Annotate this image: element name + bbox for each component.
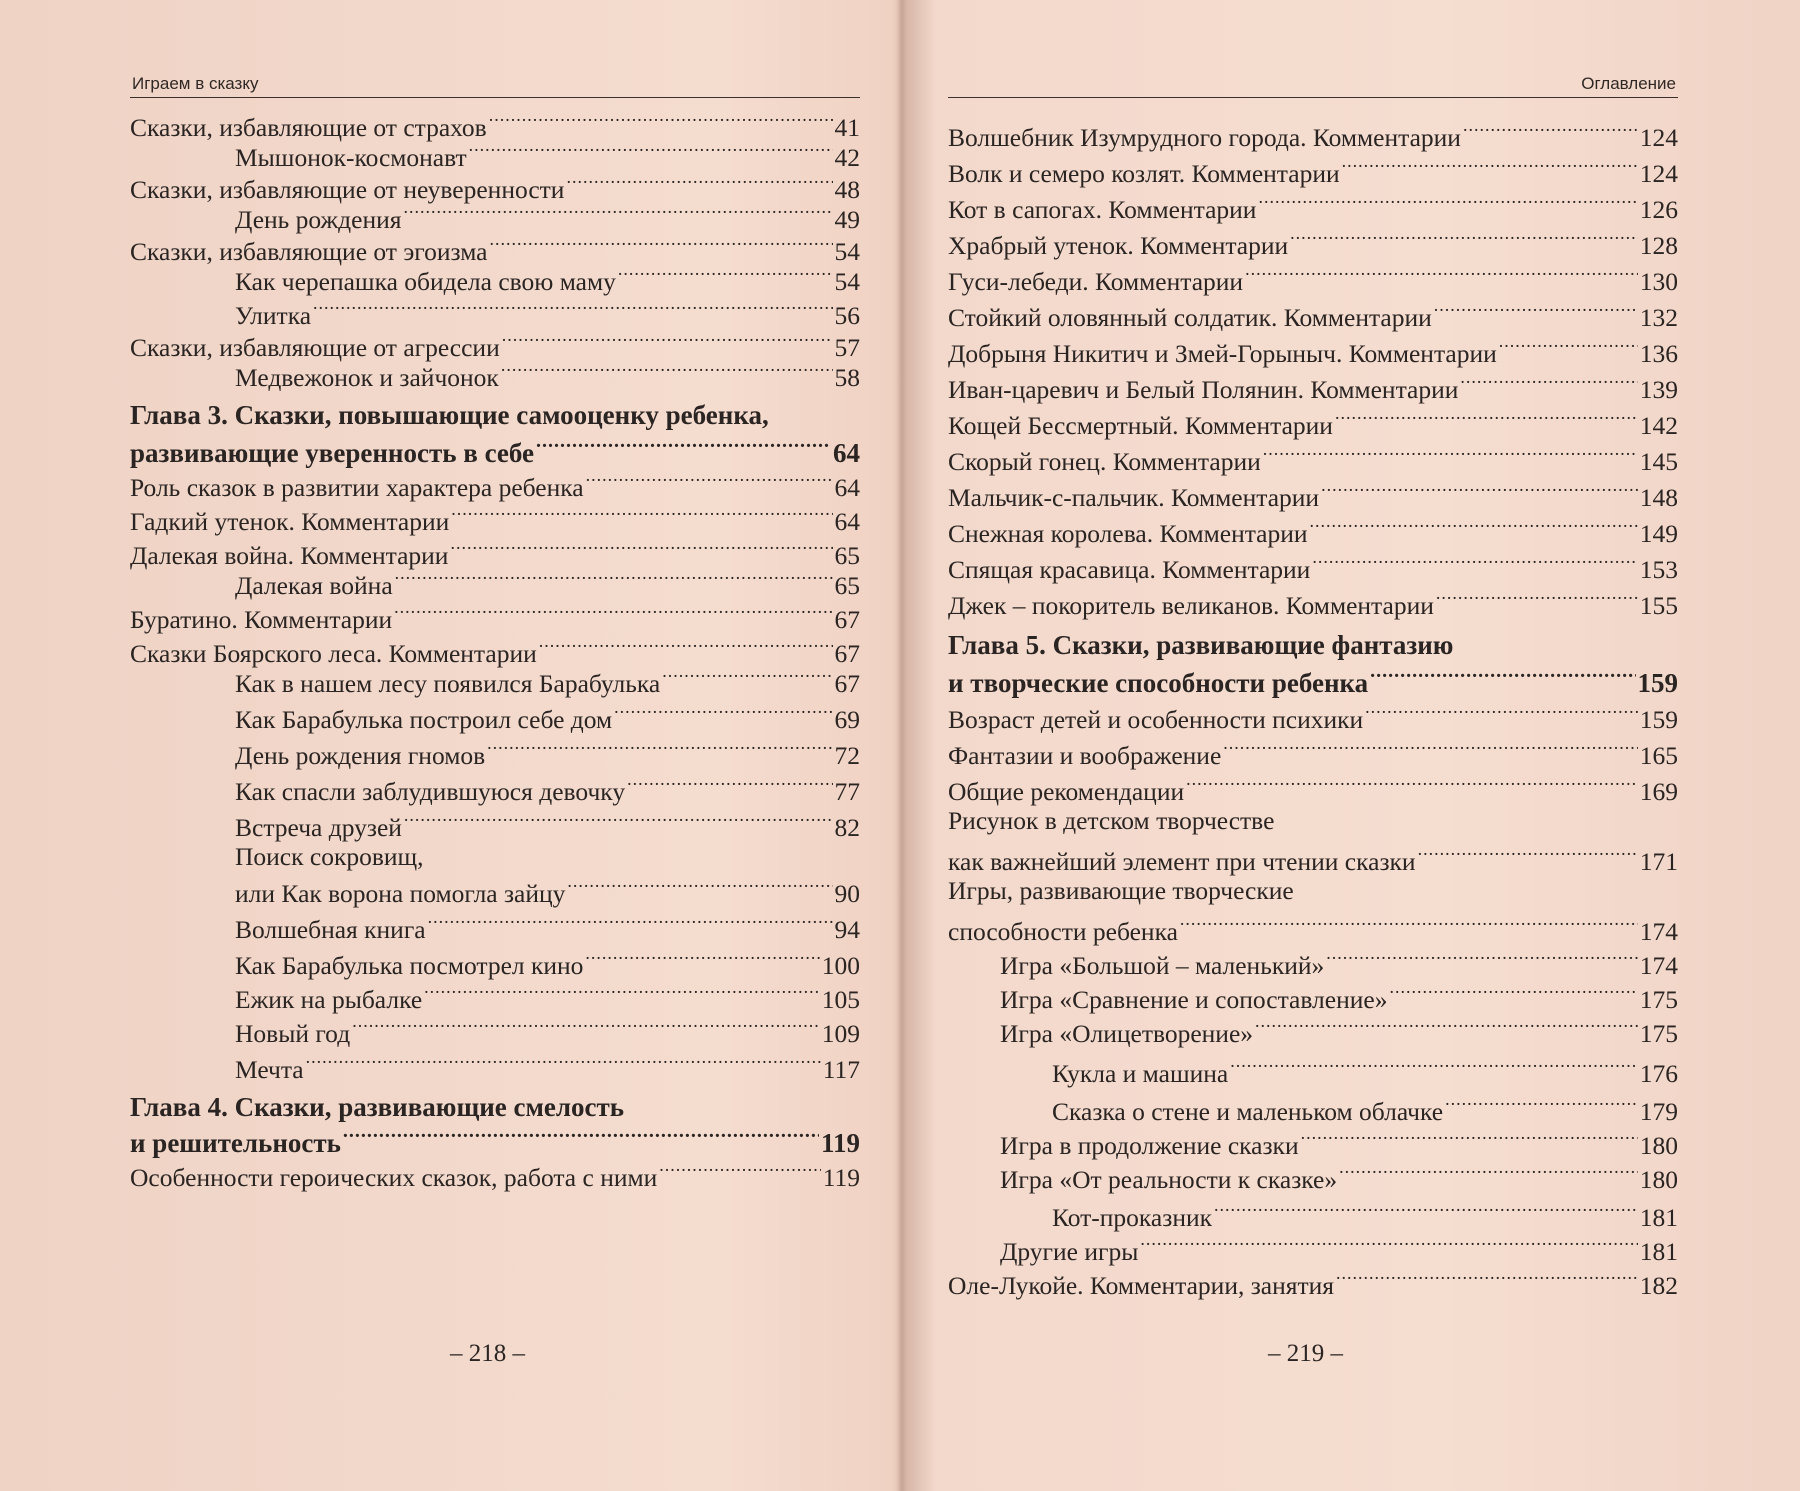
toc-entry — [948, 910, 1678, 947]
toc-entry-title: как важнейший элемент при чтении сказки — [948, 847, 1416, 876]
toc-entry — [130, 466, 860, 503]
toc-entry-title: Кощей Бессмертный. Комментарии — [948, 411, 1333, 440]
toc-leader-dots — [428, 908, 833, 938]
toc-entry-page: 82 — [834, 813, 860, 842]
toc-entry-page: 57 — [834, 333, 860, 362]
toc-entry-title: День рождения — [235, 205, 402, 234]
toc-entry-title: Общие рекомендации — [948, 777, 1185, 806]
toc-leader-dots — [585, 944, 819, 974]
toc-entry-title: Иван-царевич и Белый Полянин. Комментарии — [948, 375, 1459, 404]
toc-leader-dots — [1342, 152, 1638, 182]
toc-entry-title: Кот-проказник — [1052, 1203, 1213, 1232]
toc-leader-dots — [469, 136, 833, 166]
toc-entry-title: Гуси-лебеди. Комментарии — [948, 267, 1244, 296]
toc-leader-dots — [403, 198, 832, 228]
toc-entry-page: 64 — [834, 473, 860, 502]
toc-leader-dots — [1418, 840, 1638, 870]
toc-entry-page: 94 — [834, 915, 860, 944]
toc-entry-page: 105 — [821, 985, 860, 1014]
toc-entry-page: 58 — [834, 363, 860, 392]
toc-entry-page: 124 — [1639, 159, 1678, 188]
toc-leader-dots — [1258, 188, 1637, 218]
toc-entry — [948, 944, 1678, 981]
toc-entry-title: Сказки, избавляющие от эгоизма — [130, 237, 488, 266]
toc-entry — [948, 978, 1678, 1015]
toc-entry-page: 54 — [834, 267, 860, 296]
toc-entry-page: 65 — [834, 571, 860, 600]
toc-entry-page: 128 — [1639, 231, 1678, 260]
toc-entry — [130, 598, 860, 635]
toc-entry-title: Кукла и машина — [1052, 1059, 1229, 1088]
toc-entry-page: 67 — [834, 639, 860, 668]
left-page — [130, 0, 860, 1491]
toc-entry-page: 126 — [1639, 195, 1678, 224]
toc-entry-title: Оле-Лукойе. Комментарии, занятия — [948, 1271, 1335, 1300]
toc-leader-dots — [1463, 116, 1638, 146]
toc-entry-page: 77 — [834, 777, 860, 806]
toc-leader-dots — [1310, 512, 1638, 542]
toc-entry-title: Игра «От реальности к сказке» — [1000, 1165, 1338, 1194]
toc-entry-title: Кот в сапогах. Комментарии — [948, 195, 1257, 224]
toc-entry-title: Как Барабулька посмотрел кино — [235, 951, 584, 980]
toc-entry — [948, 840, 1678, 877]
toc-entry-page: 182 — [1639, 1271, 1678, 1300]
toc-entry-page: 139 — [1639, 375, 1678, 404]
toc-leader-dots — [566, 168, 832, 198]
toc-entry-title: Сказка о стене и маленьком облачке — [1052, 1097, 1444, 1126]
toc-entry-title: Фантазии и воображение — [948, 741, 1222, 770]
running-header — [948, 72, 1678, 98]
toc-entry-title: Как в нашем лесу появился Барабулька — [235, 669, 661, 698]
toc-entry-page: 155 — [1639, 591, 1678, 620]
toc-leader-dots — [1436, 584, 1638, 614]
toc-entry — [948, 260, 1678, 297]
toc-entry — [130, 698, 860, 735]
toc-entry — [948, 1264, 1678, 1301]
toc-entry-title: развивающие уверенность в себе — [130, 438, 535, 468]
page-number: – 218 – — [450, 1340, 525, 1367]
toc-entry-title: Буратино. Комментарии — [130, 605, 393, 634]
toc-leader-dots — [1245, 260, 1638, 290]
toc-entry-page: 145 — [1639, 447, 1678, 476]
toc-entry-page: 136 — [1639, 339, 1678, 368]
toc-entry-title: Как Барабулька построил себе дом — [235, 705, 613, 734]
toc-leader-dots — [306, 1048, 821, 1078]
toc-entry-title: и решительность — [130, 1128, 341, 1158]
toc-entry — [130, 908, 860, 945]
chapter-heading: Глава 3. Сказки, повышающие самооценку ребенка, — [130, 400, 769, 430]
toc-entry — [130, 734, 860, 771]
toc-leader-dots — [1460, 368, 1637, 398]
toc-leader-dots — [1180, 910, 1638, 940]
toc-entry-title: Далекая война. Комментарии — [130, 541, 449, 570]
toc-entry-title: День рождения гномов — [235, 741, 486, 770]
toc-entry — [130, 978, 860, 1015]
toc-entry-page: 72 — [834, 741, 860, 770]
toc-entry-title: Волшебник Изумрудного города. Комментарии — [948, 123, 1461, 152]
chapter-heading — [948, 662, 1678, 698]
toc-entry — [130, 1048, 860, 1085]
toc-leader-dots — [1263, 440, 1638, 470]
toc-entry — [948, 476, 1678, 513]
toc-entry-page: 65 — [834, 541, 860, 570]
toc-entry-page: 175 — [1639, 1019, 1678, 1048]
toc-entry-title: Другие игры — [1000, 1237, 1139, 1266]
toc-entry-page: 69 — [834, 705, 860, 734]
toc-leader-dots — [1321, 476, 1638, 506]
toc-leader-dots — [343, 1122, 819, 1152]
toc-entry-page: 171 — [1639, 847, 1678, 876]
toc-leader-dots — [1434, 296, 1638, 326]
toc-leader-dots — [1445, 1090, 1638, 1120]
toc-entry-page: 165 — [1639, 741, 1678, 770]
toc-entry — [948, 188, 1678, 225]
chapter-heading: Глава 4. Сказки, развивающие смелость — [130, 1092, 625, 1122]
toc-entry — [948, 1012, 1678, 1049]
toc-entry-page: 175 — [1639, 985, 1678, 1014]
toc-entry — [130, 806, 860, 843]
toc-entry-title: Новый год — [235, 1019, 351, 1048]
toc-entry-line: Поиск сокровищ, — [235, 842, 424, 871]
toc-entry-title: Игра в продолжение сказки — [1000, 1131, 1299, 1160]
toc-entry-page: 64 — [834, 507, 860, 536]
toc-leader-dots — [662, 662, 832, 692]
toc-leader-dots — [614, 698, 832, 728]
toc-leader-dots — [1214, 1196, 1638, 1226]
toc-entry-title: Улитка — [235, 301, 312, 330]
toc-entry-title: Стойкий оловянный солдатик. Комментарии — [948, 303, 1432, 332]
toc-entry — [948, 332, 1678, 369]
toc-entry-page: 56 — [834, 301, 860, 330]
running-header-text: Играем в сказку — [132, 74, 259, 93]
toc-entry — [948, 584, 1678, 621]
toc-leader-dots — [489, 106, 833, 136]
toc-leader-dots — [1301, 1124, 1638, 1154]
toc-leader-dots — [1223, 734, 1637, 764]
toc-leader-dots — [1365, 698, 1638, 728]
toc-entry-title: Встреча друзей — [235, 813, 402, 842]
toc-leader-dots — [1255, 1012, 1638, 1042]
toc-entry — [130, 564, 860, 601]
toc-entry-page: 148 — [1639, 483, 1678, 512]
toc-entry-page: 180 — [1639, 1165, 1678, 1194]
toc-entry — [948, 734, 1678, 771]
toc-entry-title: Гадкий утенок. Комментарии — [130, 507, 450, 536]
toc-entry — [948, 440, 1678, 477]
toc-entry-title: Как спасли заблудившуюся девочку — [235, 777, 626, 806]
running-header — [130, 72, 860, 98]
toc-leader-dots — [539, 632, 833, 662]
toc-entry-title: Роль сказок в развитии характера ребенка — [130, 473, 584, 502]
toc-entry-page: 180 — [1639, 1131, 1678, 1160]
toc-entry-title: Сказки, избавляющие от агрессии — [130, 333, 500, 362]
toc-entry-page: 54 — [834, 237, 860, 266]
toc-leader-dots — [1312, 548, 1637, 578]
page-number: – 219 – — [1268, 1340, 1343, 1367]
toc-entry-title: Мальчик-с-пальчик. Комментарии — [948, 483, 1320, 512]
toc-entry-title: Игра «Олицетворение» — [1000, 1019, 1254, 1048]
toc-entry-page: 130 — [1639, 267, 1678, 296]
toc-leader-dots — [1339, 1158, 1638, 1188]
toc-entry-page: 149 — [1639, 519, 1678, 548]
toc-entry — [948, 116, 1678, 153]
toc-entry-page: 67 — [834, 605, 860, 634]
toc-entry — [948, 296, 1678, 333]
toc-entry-page: 181 — [1639, 1203, 1678, 1232]
toc-entry-page: 174 — [1639, 917, 1678, 946]
toc-entry-page: 159 — [1637, 668, 1678, 698]
toc-entry-page: 132 — [1639, 303, 1678, 332]
toc-entry-title: Мечта — [235, 1055, 304, 1084]
toc-entry-page: 42 — [834, 143, 860, 172]
toc-entry — [948, 770, 1678, 807]
toc-entry-page: 124 — [1639, 123, 1678, 152]
toc-entry-title: Возраст детей и особенности психики — [948, 705, 1364, 734]
toc-entry-page: 109 — [821, 1019, 860, 1048]
toc-entry — [948, 152, 1678, 189]
toc-entry — [130, 356, 860, 393]
toc-entry-title: Мышонок-космонавт — [235, 143, 467, 172]
toc-leader-dots — [352, 1012, 820, 1042]
toc-entry-title: Медвежонок и зайчонок — [235, 363, 499, 392]
toc-entry — [948, 548, 1678, 585]
toc-leader-dots — [1389, 978, 1637, 1008]
toc-entry-page: 169 — [1639, 777, 1678, 806]
toc-entry — [130, 260, 860, 297]
running-header-text: Оглавление — [1581, 74, 1676, 93]
right-page — [948, 0, 1678, 1491]
toc-entry-title: Ежик на рыбалке — [235, 985, 423, 1014]
toc-entry-page: 174 — [1639, 951, 1678, 980]
toc-entry-page: 159 — [1639, 705, 1678, 734]
toc-entry-title: Игра «Сравнение и сопоставление» — [1000, 985, 1388, 1014]
toc-leader-dots — [451, 500, 832, 530]
toc-entry — [130, 944, 860, 981]
toc-entry-page: 41 — [834, 113, 860, 142]
toc-entry-page: 48 — [834, 175, 860, 204]
toc-entry-line: Игры, развивающие творческие — [948, 876, 1294, 905]
toc-entry — [948, 1196, 1678, 1233]
toc-leader-dots — [424, 978, 820, 1008]
toc-leader-dots — [536, 432, 831, 462]
toc-entry-page: 153 — [1639, 555, 1678, 584]
toc-entry-title: Сказки Боярского леса. Комментарии — [130, 639, 537, 668]
toc-leader-dots — [487, 734, 832, 764]
toc-leader-dots — [627, 770, 832, 800]
toc-entry — [130, 500, 860, 537]
toc-entry-title: Добрыня Никитич и Змей-Горыныч. Комментарии — [948, 339, 1497, 368]
toc-entry — [130, 1012, 860, 1049]
toc-leader-dots — [567, 872, 832, 902]
toc-entry-page: 181 — [1639, 1237, 1678, 1266]
toc-leader-dots — [502, 326, 833, 356]
toc-entry-page: 90 — [834, 879, 860, 908]
toc-entry-page: 64 — [833, 438, 860, 468]
toc-entry-title: Спящая красавица. Комментарии — [948, 555, 1311, 584]
toc-leader-dots — [1499, 332, 1638, 362]
toc-leader-dots — [1186, 770, 1638, 800]
toc-entry-title: Волшебная книга — [235, 915, 426, 944]
book-gutter — [896, 0, 908, 1491]
toc-entry — [948, 224, 1678, 261]
toc-leader-dots — [1370, 662, 1635, 692]
toc-entry-title: Храбрый утенок. Комментарии — [948, 231, 1289, 260]
toc-entry-page: 176 — [1639, 1059, 1678, 1088]
toc-entry-page: 67 — [834, 669, 860, 698]
toc-entry-title: Скорый гонец. Комментарии — [948, 447, 1261, 476]
toc-entry-title: Волк и семеро козлят. Комментарии — [948, 159, 1340, 188]
toc-entry — [948, 698, 1678, 735]
toc-entry-title: и творческие способности ребенка — [948, 668, 1369, 698]
toc-leader-dots — [395, 564, 833, 594]
toc-entry — [948, 368, 1678, 405]
toc-entry — [130, 1156, 860, 1193]
toc-leader-dots — [1335, 404, 1638, 434]
toc-leader-dots — [1230, 1052, 1638, 1082]
toc-entry — [948, 512, 1678, 549]
toc-entry-title: Особенности героических сказок, работа с ними — [130, 1163, 658, 1192]
chapter-heading — [130, 1122, 860, 1158]
toc-entry — [948, 1124, 1678, 1161]
toc-leader-dots — [489, 230, 832, 260]
toc-entry — [948, 1230, 1678, 1267]
toc-entry — [130, 770, 860, 807]
toc-entry-page: 117 — [822, 1055, 860, 1084]
toc-entry-page: 142 — [1639, 411, 1678, 440]
toc-entry-page: 119 — [820, 1128, 860, 1158]
toc-leader-dots — [1326, 944, 1637, 974]
chapter-heading — [130, 432, 860, 468]
toc-leader-dots — [404, 806, 833, 836]
toc-entry-title: Далекая война — [235, 571, 393, 600]
toc-entry-title: Сказки, избавляющие от неуверенности — [130, 175, 565, 204]
toc-leader-dots — [618, 260, 833, 290]
toc-entry — [948, 1158, 1678, 1195]
toc-entry-title: способности ребенка — [948, 917, 1178, 946]
toc-leader-dots — [1336, 1264, 1638, 1294]
toc-leader-dots — [1140, 1230, 1637, 1260]
toc-entry — [948, 1052, 1678, 1089]
toc-entry — [130, 872, 860, 909]
toc-leader-dots — [450, 534, 832, 564]
toc-leader-dots — [586, 466, 833, 496]
toc-entry-page: 179 — [1639, 1097, 1678, 1126]
toc-entry-page: 119 — [822, 1163, 860, 1192]
toc-entry-title: Джек – покоритель великанов. Комментарии — [948, 591, 1434, 620]
toc-entry-line: Рисунок в детском творчестве — [948, 806, 1275, 835]
toc-entry-title: Сказки, избавляющие от страхов — [130, 113, 487, 142]
toc-entry — [948, 404, 1678, 441]
toc-entry-page: 100 — [821, 951, 860, 980]
toc-entry-title: Игра «Большой – маленький» — [1000, 951, 1325, 980]
toc-leader-dots — [313, 294, 832, 324]
toc-leader-dots — [659, 1156, 820, 1186]
toc-leader-dots — [394, 598, 832, 628]
toc-entry — [130, 662, 860, 699]
chapter-heading: Глава 5. Сказки, развивающие фантазию — [948, 630, 1454, 660]
toc-entry-title: Как черепашка обидела свою маму — [235, 267, 616, 296]
toc-leader-dots — [1290, 224, 1638, 254]
toc-leader-dots — [501, 356, 833, 386]
toc-entry-page: 49 — [834, 205, 860, 234]
toc-entry-title: или Как ворона помогла зайцу — [235, 879, 566, 908]
toc-entry-title: Снежная королева. Комментарии — [948, 519, 1308, 548]
toc-entry — [948, 1090, 1678, 1127]
